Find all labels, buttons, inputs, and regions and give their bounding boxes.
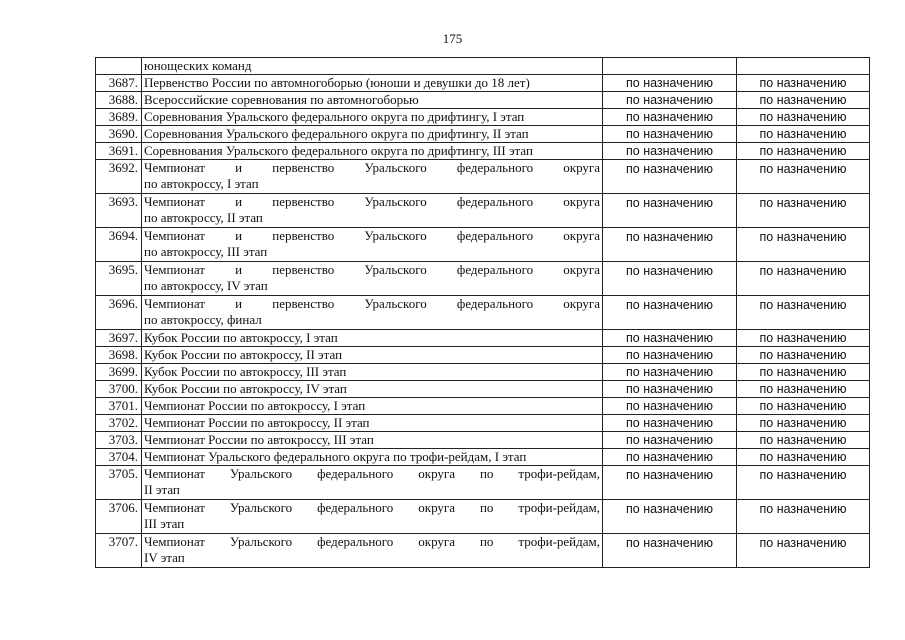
table-row — [96, 296, 870, 330]
table-row — [96, 466, 870, 500]
event-name-line: Чемпионат и первенство Уральского федерального округа — [144, 160, 600, 175]
row-number-cell: 3693. — [96, 194, 142, 228]
date-cell: по назначению — [603, 109, 737, 126]
location-cell: по назначению — [737, 109, 870, 126]
location-cell: по назначению — [737, 160, 870, 194]
event-name-line: Чемпионат и первенство Уральского федерального округа — [144, 194, 600, 209]
event-name-cell — [142, 381, 603, 398]
row-number-cell: 3690. — [96, 126, 142, 143]
location-cell: по назначению — [737, 500, 870, 534]
event-name-cell — [142, 432, 603, 449]
event-name-cell — [142, 262, 603, 296]
row-number-cell: 3701. — [96, 398, 142, 415]
event-name-cell — [142, 415, 603, 432]
event-name-line: Кубок России по автокроссу, III этап — [144, 364, 347, 379]
location-cell: по назначению — [737, 143, 870, 160]
row-number-cell: 3696. — [96, 296, 142, 330]
page-number: 175 — [442, 31, 463, 46]
event-name-cell — [142, 228, 603, 262]
location-cell: по назначению — [737, 364, 870, 381]
location-cell: по назначению — [737, 347, 870, 364]
table-row — [96, 160, 870, 194]
row-number-cell: 3687. — [96, 75, 142, 92]
event-name-line: Чемпионат Уральского федерального округа по трофи-рейдам, I этап — [144, 449, 527, 464]
location-cell: по назначению — [737, 449, 870, 466]
event-name-cell — [142, 398, 603, 415]
event-name-cell — [142, 160, 603, 194]
event-name-cell — [142, 126, 603, 143]
event-name-line: Соревнования Уральского федерального округа по дрифтингу, I этап — [144, 109, 525, 124]
table-row — [96, 364, 870, 381]
event-name-line: Чемпионат Уральского федерального округа по трофи-рейдам, — [144, 534, 600, 549]
table-row — [96, 381, 870, 398]
row-number-cell: 3692. — [96, 160, 142, 194]
event-name-line: Чемпионат России по автокроссу, II этап — [144, 415, 370, 430]
row-number-cell: 3702. — [96, 415, 142, 432]
row-number-cell: 3699. — [96, 364, 142, 381]
event-name-cell — [142, 143, 603, 160]
date-cell: по назначению — [603, 415, 737, 432]
event-name-line: по автокроссу, IV этап — [144, 278, 268, 293]
location-cell: по назначению — [737, 415, 870, 432]
event-name-cell — [142, 330, 603, 347]
event-name-line: по автокроссу, финал — [144, 312, 262, 327]
event-name-cell — [142, 109, 603, 126]
event-name-line: II этап — [144, 482, 180, 497]
row-number-cell — [96, 58, 142, 75]
date-cell: по назначению — [603, 500, 737, 534]
table-row — [96, 262, 870, 296]
location-cell: по назначению — [737, 75, 870, 92]
event-name-line: IV этап — [144, 550, 185, 565]
table-row — [96, 126, 870, 143]
date-cell: по назначению — [603, 160, 737, 194]
date-cell: по назначению — [603, 262, 737, 296]
location-cell: по назначению — [737, 194, 870, 228]
row-number-cell: 3697. — [96, 330, 142, 347]
date-cell: по назначению — [603, 126, 737, 143]
location-cell — [737, 58, 870, 75]
date-cell — [603, 58, 737, 75]
location-cell: по назначению — [737, 296, 870, 330]
event-name-line: Кубок России по автокроссу, I этап — [144, 330, 338, 345]
table-row — [96, 143, 870, 160]
date-cell: по назначению — [603, 92, 737, 109]
event-name-cell — [142, 500, 603, 534]
table-row — [96, 228, 870, 262]
event-name-line: Кубок России по автокроссу, II этап — [144, 347, 343, 362]
table-row — [96, 398, 870, 415]
date-cell: по назначению — [603, 347, 737, 364]
date-cell: по назначению — [603, 143, 737, 160]
event-name-cell: юнощеских команд — [142, 58, 603, 75]
event-name-line: Кубок России по автокроссу, IV этап — [144, 381, 347, 396]
event-name-line: Соревнования Уральского федерального округа по дрифтингу, III этап — [144, 143, 533, 158]
event-name-line: Первенство России по автомногоборью (юноши и девушки до 18 лет) — [144, 75, 530, 90]
table-row — [96, 75, 870, 92]
location-cell: по назначению — [737, 534, 870, 568]
row-number-cell: 3704. — [96, 449, 142, 466]
row-number-cell: 3689. — [96, 109, 142, 126]
row-number-cell: 3698. — [96, 347, 142, 364]
table-row — [96, 194, 870, 228]
event-name-cell — [142, 364, 603, 381]
table-row — [96, 347, 870, 364]
date-cell: по назначению — [603, 381, 737, 398]
event-name-line: III этап — [144, 516, 185, 531]
event-name-line: по автокроссу, I этап — [144, 176, 259, 191]
event-name-cell — [142, 92, 603, 109]
event-name-line: Соревнования Уральского федерального округа по дрифтингу, II этап — [144, 126, 529, 141]
location-cell: по назначению — [737, 466, 870, 500]
event-name-line: Чемпионат и первенство Уральского федерального округа — [144, 228, 600, 243]
event-name-cell — [142, 75, 603, 92]
location-cell: по назначению — [737, 432, 870, 449]
location-cell: по назначению — [737, 381, 870, 398]
row-number-cell: 3703. — [96, 432, 142, 449]
event-name-line: по автокроссу, II этап — [144, 210, 263, 225]
row-number-cell: 3695. — [96, 262, 142, 296]
event-name-line: Чемпионат Уральского федерального округа по трофи-рейдам, — [144, 466, 600, 481]
table-row — [96, 415, 870, 432]
table-row — [96, 109, 870, 126]
event-name-line: Чемпионат и первенство Уральского федерального округа — [144, 296, 600, 311]
row-number-cell: 3706. — [96, 500, 142, 534]
date-cell: по назначению — [603, 534, 737, 568]
location-cell: по назначению — [737, 228, 870, 262]
event-name-line: по автокроссу, III этап — [144, 244, 268, 259]
row-number-cell: 3694. — [96, 228, 142, 262]
date-cell: по назначению — [603, 75, 737, 92]
event-name-cell — [142, 534, 603, 568]
row-number-cell: 3707. — [96, 534, 142, 568]
location-cell: по назначению — [737, 126, 870, 143]
date-cell: по назначению — [603, 432, 737, 449]
row-number-cell: 3691. — [96, 143, 142, 160]
date-cell: по назначению — [603, 449, 737, 466]
row-number-cell: 3700. — [96, 381, 142, 398]
table-row — [96, 432, 870, 449]
event-name-line: Всероссийские соревнования по автомногоборью — [144, 92, 419, 107]
table-row-continuation — [96, 58, 870, 75]
date-cell: по назначению — [603, 364, 737, 381]
event-name-cell — [142, 449, 603, 466]
table-row — [96, 92, 870, 109]
date-cell: по назначению — [603, 296, 737, 330]
row-number-cell: 3705. — [96, 466, 142, 500]
location-cell: по назначению — [737, 398, 870, 415]
event-name-line: Чемпионат России по автокроссу, I этап — [144, 398, 366, 413]
date-cell: по назначению — [603, 466, 737, 500]
event-name-line: Чемпионат России по автокроссу, III этап — [144, 432, 374, 447]
table-row — [96, 500, 870, 534]
events-table — [95, 57, 870, 568]
event-name-line: Чемпионат и первенство Уральского федерального округа — [144, 262, 600, 277]
event-name-line: Чемпионат Уральского федерального округа по трофи-рейдам, — [144, 500, 600, 515]
event-name-cell — [142, 296, 603, 330]
date-cell: по назначению — [603, 330, 737, 347]
location-cell: по назначению — [737, 262, 870, 296]
event-name-cell — [142, 194, 603, 228]
date-cell: по назначению — [603, 194, 737, 228]
table-row — [96, 449, 870, 466]
location-cell: по назначению — [737, 330, 870, 347]
row-number-cell: 3688. — [96, 92, 142, 109]
date-cell: по назначению — [603, 228, 737, 262]
event-name-cell — [142, 347, 603, 364]
table-row — [96, 330, 870, 347]
date-cell: по назначению — [603, 398, 737, 415]
table-row — [96, 534, 870, 568]
location-cell: по назначению — [737, 92, 870, 109]
event-name-cell — [142, 466, 603, 500]
